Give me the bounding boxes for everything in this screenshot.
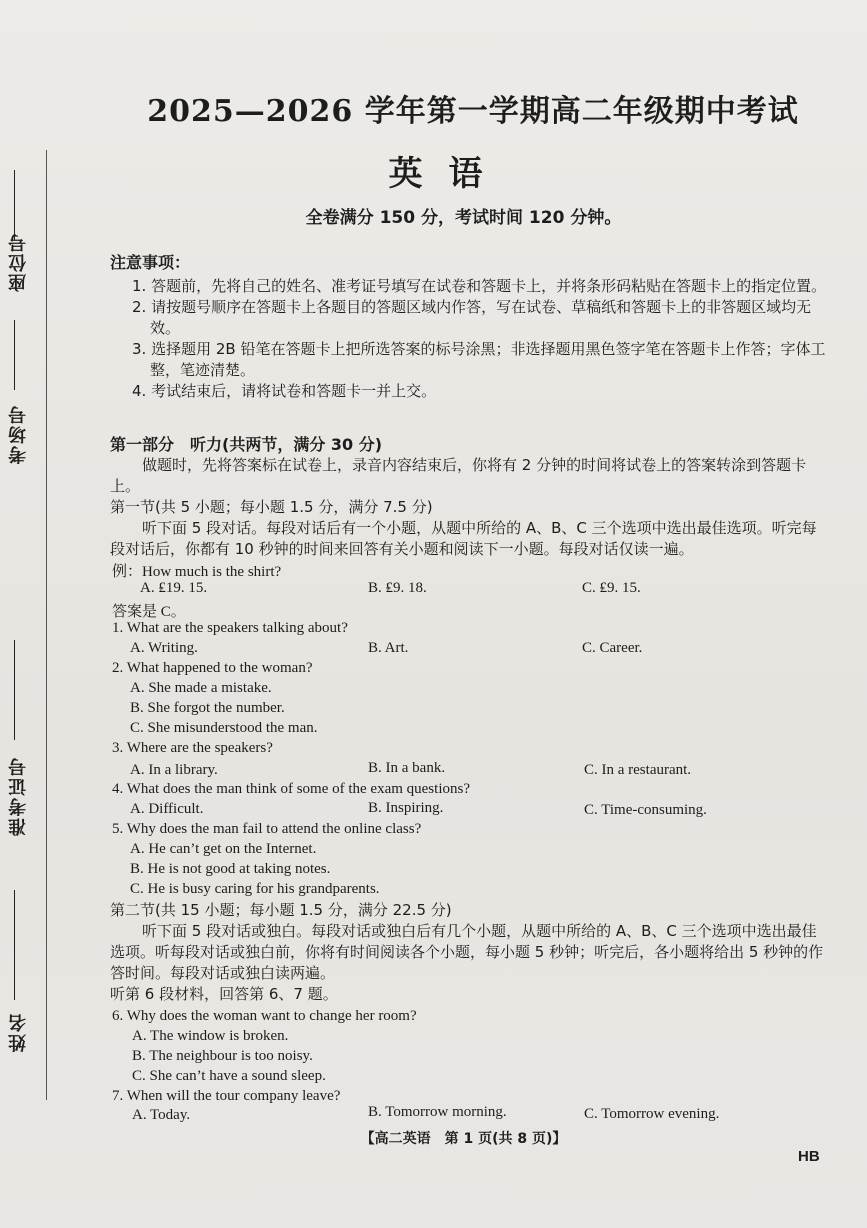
question-5: 5. Why does the man fail to attend the online class? (112, 821, 422, 837)
section2-material: 听第 6 段材料，回答第 6、7 题。 (110, 985, 338, 1003)
part1-section (110, 434, 830, 560)
option-5b: B. He is not good at taking notes. (130, 861, 331, 877)
question-7: 7. When will the tour company leave? (112, 1088, 341, 1104)
option-7c: C. Tomorrow evening. (584, 1106, 720, 1122)
exam-room-label: 考场号 (8, 404, 29, 464)
question-4: 4. What does the man think of some of the exam questions? (112, 781, 470, 797)
question-6: 6. Why does the woman want to change her room? (112, 1008, 417, 1024)
example-option-a: A. ₤19. 15. (140, 580, 208, 596)
question-1: 1. What are the speakers talking about? (112, 620, 348, 636)
admission-no-fill-line (14, 640, 15, 740)
option-2b: B. She forgot the number. (130, 700, 285, 716)
binding-margin-line (46, 150, 47, 1100)
example-question: 例：How much is the shirt? (112, 564, 282, 580)
section1-instructions: 听下面 5 段对话。每段对话后有一个小题，从题中所给的 A、B、C 三个选项中选出最佳选项。听完每段对话后，你都有 10 秒钟的时间来回答有关小题和阅读下一小题。每段对话仅读一遍。 (110, 519, 817, 558)
option-2c: C. She misunderstood the man. (130, 720, 318, 736)
name-fill-line (14, 890, 15, 1000)
option-1b: B. Art. (368, 640, 409, 656)
notice-item: 3. 选择题用 2B 铅笔在答题卡上把所选答案的标号涂黑；非选择题用黑色签字笔在答题卡上作答；字体工整，笔迹清楚。 (132, 340, 826, 379)
example-option-b: B. ₤9. 18. (368, 580, 427, 596)
option-1c: C. Career. (582, 640, 643, 656)
section1-heading: 第一节(共 5 小题；每小题 1.5 分，满分 7.5 分) (110, 498, 433, 516)
option-5a: A. He can’t get on the Internet. (130, 841, 317, 857)
option-4c: C. Time-consuming. (584, 802, 707, 818)
option-6b: B. The neighbour is too noisy. (132, 1048, 313, 1064)
example-answer: 答案是 C。 (112, 604, 186, 620)
question-3: 3. Where are the speakers? (112, 740, 273, 756)
option-7a: A. Today. (132, 1107, 191, 1123)
section2-block (110, 900, 830, 1005)
question-2: 2. What happened to the woman? (112, 660, 313, 676)
notice-section (110, 252, 830, 402)
option-3c: C. In a restaurant. (584, 762, 692, 778)
notice-item: 2. 请按题号顺序在答题卡上各题目的答题区域内作答，写在试卷、草稿纸和答题卡上的非答题区域均无效。 (132, 298, 812, 337)
notice-item: 1. 答题前，先将自己的姓名、准考证号填写在试卷和答题卡上，并将条形码粘贴在答题卡上的指定位置。 (132, 277, 827, 295)
exam-room-fill-line (14, 320, 15, 390)
score-info: 全卷满分 150 分，考试时间 120 分钟。 (305, 208, 622, 228)
section2-instructions: 听下面 5 段对话或独白。每段对话或独白后有几个小题，从题中所给的 A、B、C 三个选项中选出最佳选项。听每段对话或独白前，你将有时间阅读各个小题，每小题 5 秒钟；听完后，各小题将给出 5 秒钟的作答时间。每段对话或独白读两遍。 (110, 922, 824, 982)
page-footer: 【高二英语 第 1 页(共 8 页)】 (360, 1131, 567, 1147)
seat-no-label: 座位号 (8, 232, 29, 292)
paper-code: HB (798, 1148, 820, 1165)
option-5c: C. He is busy caring for his grandparents. (130, 881, 380, 897)
part1-heading: 第一部分 听力(共两节，满分 30 分) (110, 435, 383, 454)
option-1a: A. Writing. (130, 640, 198, 656)
name-label: 姓名 (8, 1012, 29, 1052)
option-2a: A. She made a mistake. (130, 680, 272, 696)
notice-heading: 注意事项： (110, 253, 191, 272)
option-4b: B. Inspiring. (368, 800, 444, 816)
notice-item: 4. 考试结束后，请将试卷和答题卡一并上交。 (132, 382, 437, 400)
admission-no-label: 准考证号 (8, 756, 29, 836)
example-option-c: C. ₤9. 15. (582, 580, 641, 596)
section2-heading: 第二节(共 15 小题；每小题 1.5 分，满分 22.5 分) (110, 901, 452, 919)
option-4a: A. Difficult. (130, 801, 204, 817)
subject-title: 英语 (388, 154, 509, 194)
option-3b: B. In a bank. (368, 760, 446, 776)
option-7b: B. Tomorrow morning. (368, 1104, 507, 1120)
option-6c: C. She can’t have a sound sleep. (132, 1068, 326, 1084)
option-6a: A. The window is broken. (132, 1028, 289, 1044)
option-3a: A. In a library. (130, 762, 218, 778)
part1-intro: 做题时，先将答案标在试卷上，录音内容结束后，你将有 2 分钟的时间将试卷上的答案转涂到答题卡上。 (110, 456, 807, 495)
exam-title: 2025—2026 学年第一学期高二年级期中考试 (147, 94, 799, 129)
